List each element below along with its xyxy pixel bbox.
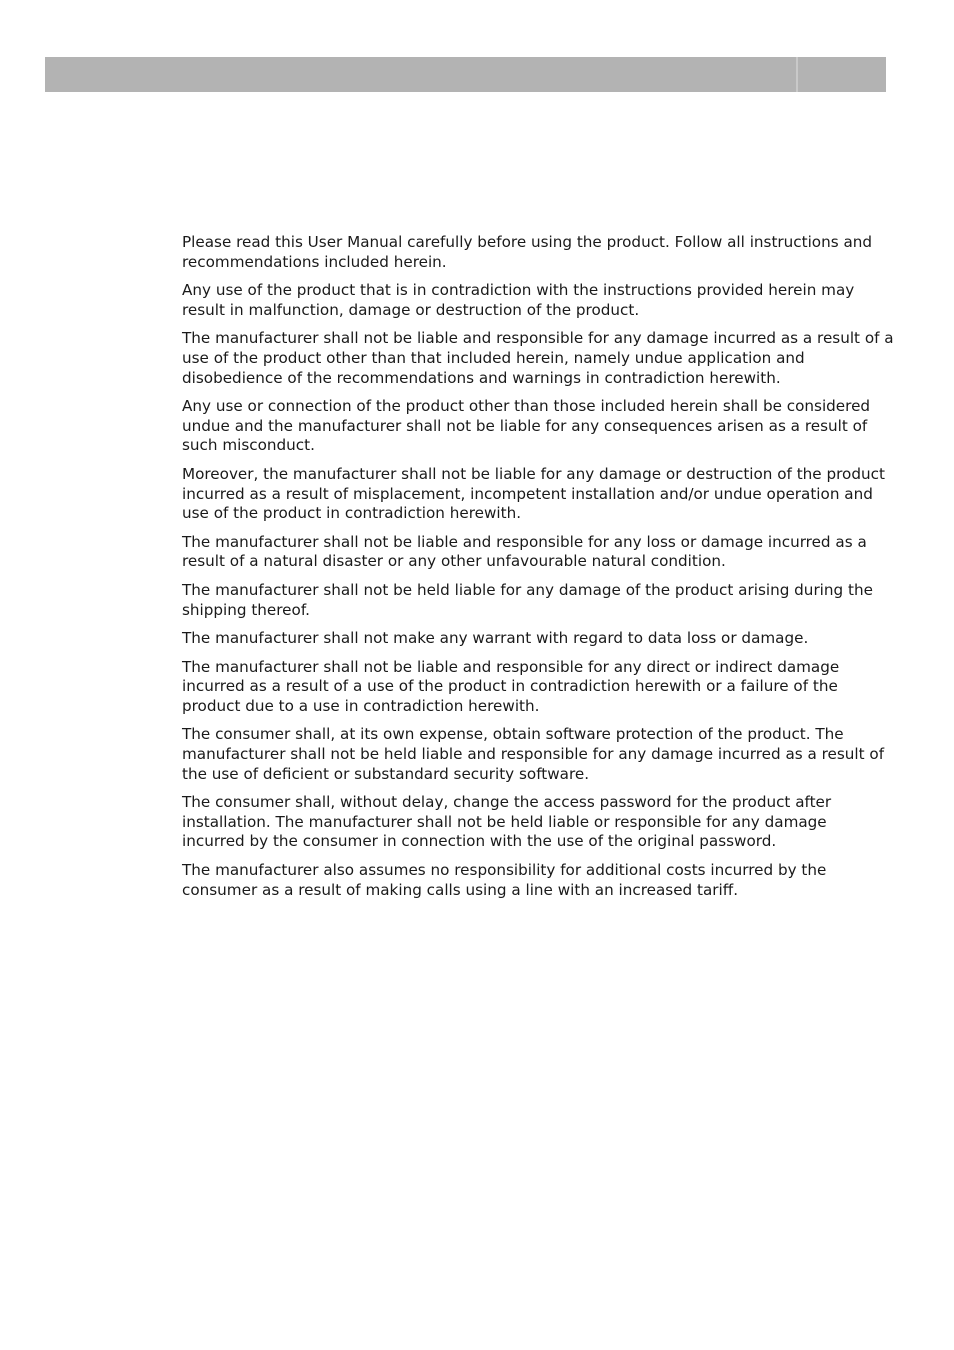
header-bar-side-section: [798, 57, 886, 92]
paragraph-data-loss: The manufacturer shall not make any warrant with regard to data loss or damage.: [182, 629, 809, 648]
paragraph-shipping: The manufacturer shall not be held liable for any damage of the product arising during the shipping thereof.: [182, 580, 873, 619]
paragraph-additional-costs: The manufacturer also assumes no responsibility for additional costs incurred by the consumer as a result of making calls using a line with an increased tariff.: [182, 861, 827, 899]
paragraph-software-protection: The consumer shall, at its own expense, obtain software protection of the product. The manufacturer shall not be held liable and responsible for any damage incurred as a result of the use of deficient or substandard security software.: [182, 725, 885, 783]
paragraph-direct-indirect-damage: The manufacturer shall not be liable and responsible for any direct or indirect damage incurred as a result of a use of the product in contradiction herewith or a failure of the product due to a use in contradiction herewith.: [182, 657, 840, 715]
paragraph-contradiction-use: Any use of the product that is in contradiction with the instructions provided herein may result in malfunction, damage or destruction of the product.: [182, 281, 855, 319]
paragraph-undue-connection: Any use or connection of the product other than those included herein shall be considered undue and the manufacturer shall not be liable for any consequences arisen as a result of such misconduct.: [182, 397, 871, 455]
paragraph-liability-other-use: The manufacturer shall not be liable and responsible for any damage incurred as a result of a use of the product other than that included herein, namely undue application and disobedience of the recommendations and warnings in contradiction herewith.: [182, 329, 894, 387]
paragraph-password-change: The consumer shall, without delay, change the access password for the product after installation. The manufacturer shall not be held liable or responsible for any damage incurred by the consumer in connection with the use of the original password.: [182, 793, 832, 851]
disclaimer-text-block: [182, 233, 894, 909]
header-bar: [45, 57, 886, 92]
header-bar-main-section: [45, 57, 796, 92]
paragraph-misplacement: Moreover, the manufacturer shall not be liable for any damage or destruction of the product incurred as a result of misplacement, incompetent installation and/or undue operation and use of the product in contradiction herewith.: [182, 464, 885, 523]
paragraph-read-manual: Please read this User Manual carefully before using the product. Follow all instructions and recommendations included herein.: [182, 233, 873, 271]
paragraph-natural-disaster: The manufacturer shall not be liable and responsible for any loss or damage incurred as a result of a natural disaster or any other unfavourable natural condition.: [182, 532, 867, 571]
